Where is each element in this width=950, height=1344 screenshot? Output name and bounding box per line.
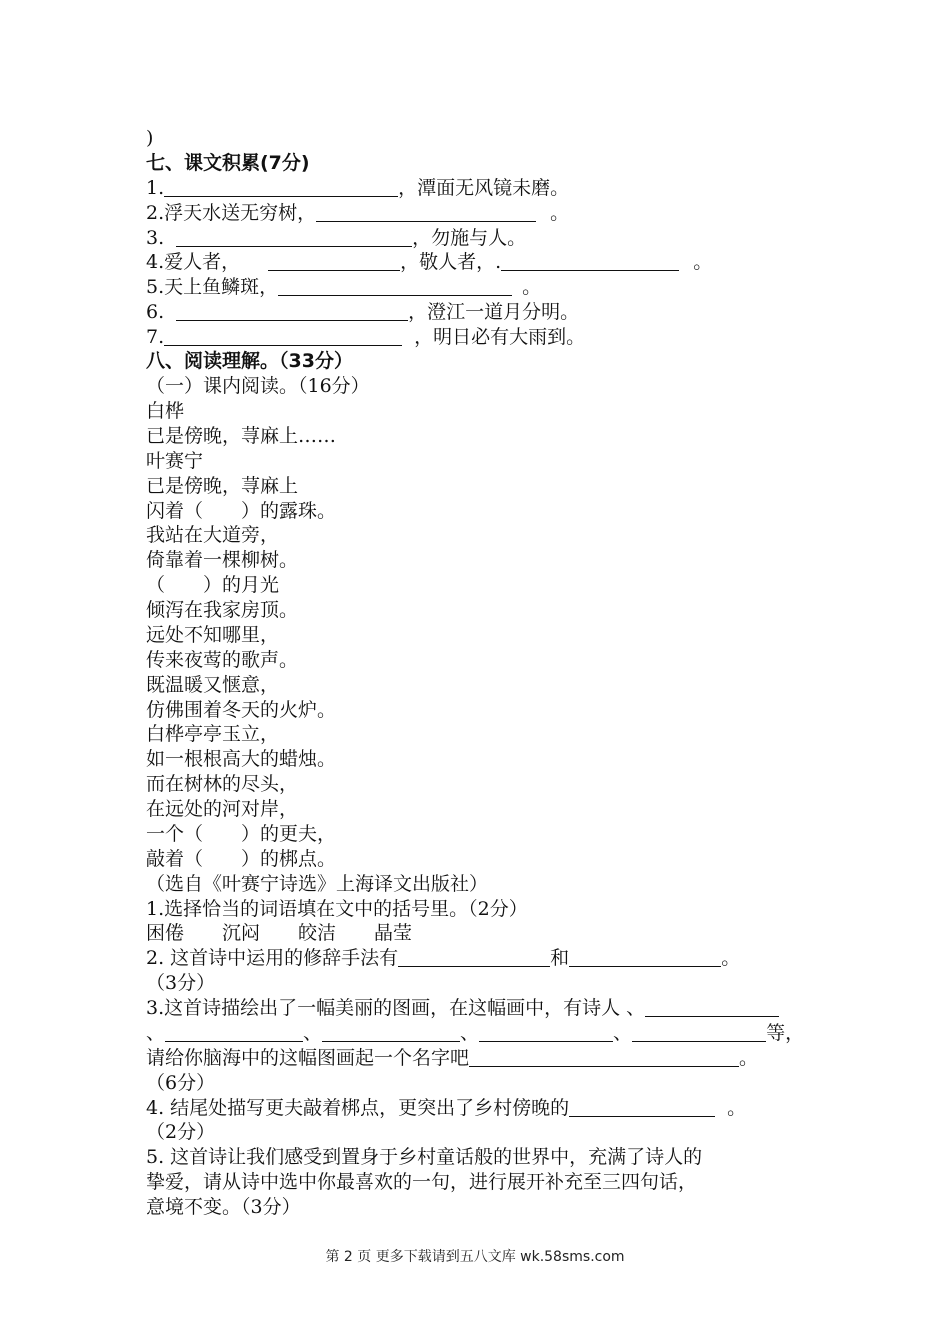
- s8-q4: [146, 1096, 746, 1120]
- s8-q3-sep: 、: [303, 1022, 323, 1044]
- s7-q1: [146, 176, 569, 200]
- s7-q7-blank[interactable]: [164, 327, 402, 346]
- s8-q5-line3: 意境不变。（3分）: [146, 1196, 301, 1218]
- s8-q4-after: 。: [727, 1097, 747, 1119]
- s8-q2-mid: 和: [550, 947, 570, 969]
- s7-q3-blank[interactable]: [176, 228, 412, 247]
- s7-q4-blank-2[interactable]: [501, 252, 679, 271]
- s7-q2-after: 。: [550, 202, 570, 224]
- page-footer: 第 2 页 更多下载请到五八文库 wk.58sms.com: [325, 1249, 625, 1265]
- top-paren: ): [146, 127, 154, 149]
- s8-q3-blank-6[interactable]: [469, 1048, 739, 1067]
- s7-q5-before: 5.天上鱼鳞斑，: [146, 276, 279, 298]
- section7-title: 七、课文积累(7分): [146, 152, 310, 174]
- s7-q4-after: 。: [693, 251, 713, 273]
- s8-q3-blank-1[interactable]: [645, 998, 779, 1017]
- s8-q3-sep: 、: [146, 1022, 166, 1044]
- s8-q3-etc: 等，: [766, 1022, 805, 1044]
- s8-q1-words: [146, 921, 412, 945]
- s7-q5-blank[interactable]: [278, 277, 512, 296]
- poem-line: 而在树林的尽头，: [146, 773, 299, 795]
- s7-q6-num: 6.: [146, 301, 165, 323]
- poem-line: 我站在大道旁，: [146, 524, 280, 546]
- s7-q2-blank[interactable]: [316, 203, 536, 222]
- s8-q3-score: （6分）: [146, 1072, 216, 1094]
- s7-q2: [146, 201, 569, 225]
- s8-q3-blank-2[interactable]: [165, 1023, 303, 1042]
- word-option: 沉闷: [222, 922, 261, 944]
- word-option: 晶莹: [374, 922, 413, 944]
- poem-line: 远处不知哪里，: [146, 624, 280, 646]
- s7-q4-before: 4.爱人者，: [146, 251, 241, 273]
- s8-q3-blank-4[interactable]: [479, 1023, 613, 1042]
- word-option: 皎洁: [298, 922, 337, 944]
- s7-q1-blank[interactable]: [164, 178, 398, 197]
- s7-q6: [146, 300, 579, 324]
- s8-q3-end: 。: [739, 1047, 759, 1069]
- s8-q3-text: 3.这首诗描绘出了一幅美丽的图画，在这幅画中，有诗人 、: [146, 997, 646, 1019]
- poem-line: 敲着（ ）的梆点。: [146, 848, 337, 870]
- poem-line: 既温暖又惬意，: [146, 674, 280, 696]
- poem-line: 倾泻在我家房顶。: [146, 599, 299, 621]
- poem-line: 叶赛宁: [146, 450, 204, 472]
- s8-q5-line1: 5. 这首诗让我们感受到置身于乡村童话般的世界中，充满了诗人的: [146, 1146, 703, 1168]
- poem-line: 一个（ ）的更夫，: [146, 823, 337, 845]
- poem-line: 已是傍晚，荨麻上……: [146, 425, 337, 447]
- s8-q3-line2: [146, 1021, 804, 1045]
- s8-q4-score: （2分）: [146, 1121, 216, 1143]
- poem-line: 白桦亭亭玉立，: [146, 723, 280, 745]
- s7-q7-after: ，明日必有大雨到。: [414, 326, 586, 348]
- s8-q1: 1.选择恰当的词语填在文中的括号里。（2分）: [146, 898, 528, 920]
- s7-q3-num: 3.: [146, 227, 165, 249]
- s8-q4-blank[interactable]: [569, 1098, 715, 1117]
- s8-q2: [146, 946, 740, 970]
- s8-q3-blank-3[interactable]: [322, 1023, 460, 1042]
- s7-q6-blank[interactable]: [176, 302, 408, 321]
- s7-q7: [146, 325, 585, 349]
- s7-q4: [146, 250, 712, 274]
- poem-line: 仿佛围着冬天的火炉。: [146, 699, 337, 721]
- poem-line: 闪着（ ）的露珠。: [146, 500, 337, 522]
- s8-q3-blank-5[interactable]: [632, 1023, 766, 1042]
- s8-q3-line3: [146, 1046, 758, 1070]
- section8-title: 八、阅读理解。（33分）: [146, 350, 353, 372]
- s8-q2-blank-1[interactable]: [398, 948, 550, 967]
- s7-q6-after: ，澄江一道月分明。: [408, 301, 580, 323]
- poem-line: 在远处的河对岸，: [146, 798, 299, 820]
- poem-source: （选自《叶赛宁诗选》上海译文出版社）: [146, 873, 489, 895]
- section8-sub1: （一）课内阅读。（16分）: [146, 375, 370, 397]
- s7-q4-mid: ，敬人者，.: [400, 251, 502, 273]
- s7-q2-before: 2.浮天水送无穷树，: [146, 202, 317, 224]
- s8-q3-line1: [146, 996, 779, 1020]
- s8-q3-name-prompt: 请给你脑海中的这幅图画起一个名字吧: [146, 1047, 470, 1069]
- s7-q5: [146, 275, 541, 299]
- s7-q4-blank-1[interactable]: [268, 252, 400, 271]
- word-option: 困倦: [146, 922, 185, 944]
- s7-q1-num: 1.: [146, 177, 165, 199]
- poem-line: 倚靠着一棵柳树。: [146, 549, 299, 571]
- s8-q2-score: （3分）: [146, 972, 216, 994]
- s7-q7-num: 7.: [146, 326, 165, 348]
- poem-line: 已是傍晚，荨麻上: [146, 475, 299, 497]
- s8-q2-before: 2. 这首诗中运用的修辞手法有: [146, 947, 399, 969]
- s8-q3-sep: 、: [613, 1022, 633, 1044]
- s7-q5-after: 。: [522, 276, 542, 298]
- s8-q3-sep: 、: [460, 1022, 480, 1044]
- poem-line: （ ）的月光: [146, 574, 280, 596]
- s7-q3-after: ，勿施与人。: [412, 227, 527, 249]
- poem-line: 如一根根高大的蜡烛。: [146, 748, 337, 770]
- s8-q2-blank-2[interactable]: [569, 948, 721, 967]
- s8-q2-after: 。: [721, 947, 741, 969]
- s7-q1-after: ，潭面无风镜未磨。: [398, 177, 570, 199]
- poem-line: 白桦: [146, 400, 185, 422]
- poem-line: 传来夜莺的歌声。: [146, 649, 299, 671]
- s7-q3: [146, 226, 526, 250]
- s8-q5-line2: 挚爱，请从诗中选中你最喜欢的一句，进行展开补充至三四句话，: [146, 1171, 698, 1193]
- s8-q4-text: 4. 结尾处描写更夫敲着梆点，更突出了乡村傍晚的: [146, 1097, 570, 1119]
